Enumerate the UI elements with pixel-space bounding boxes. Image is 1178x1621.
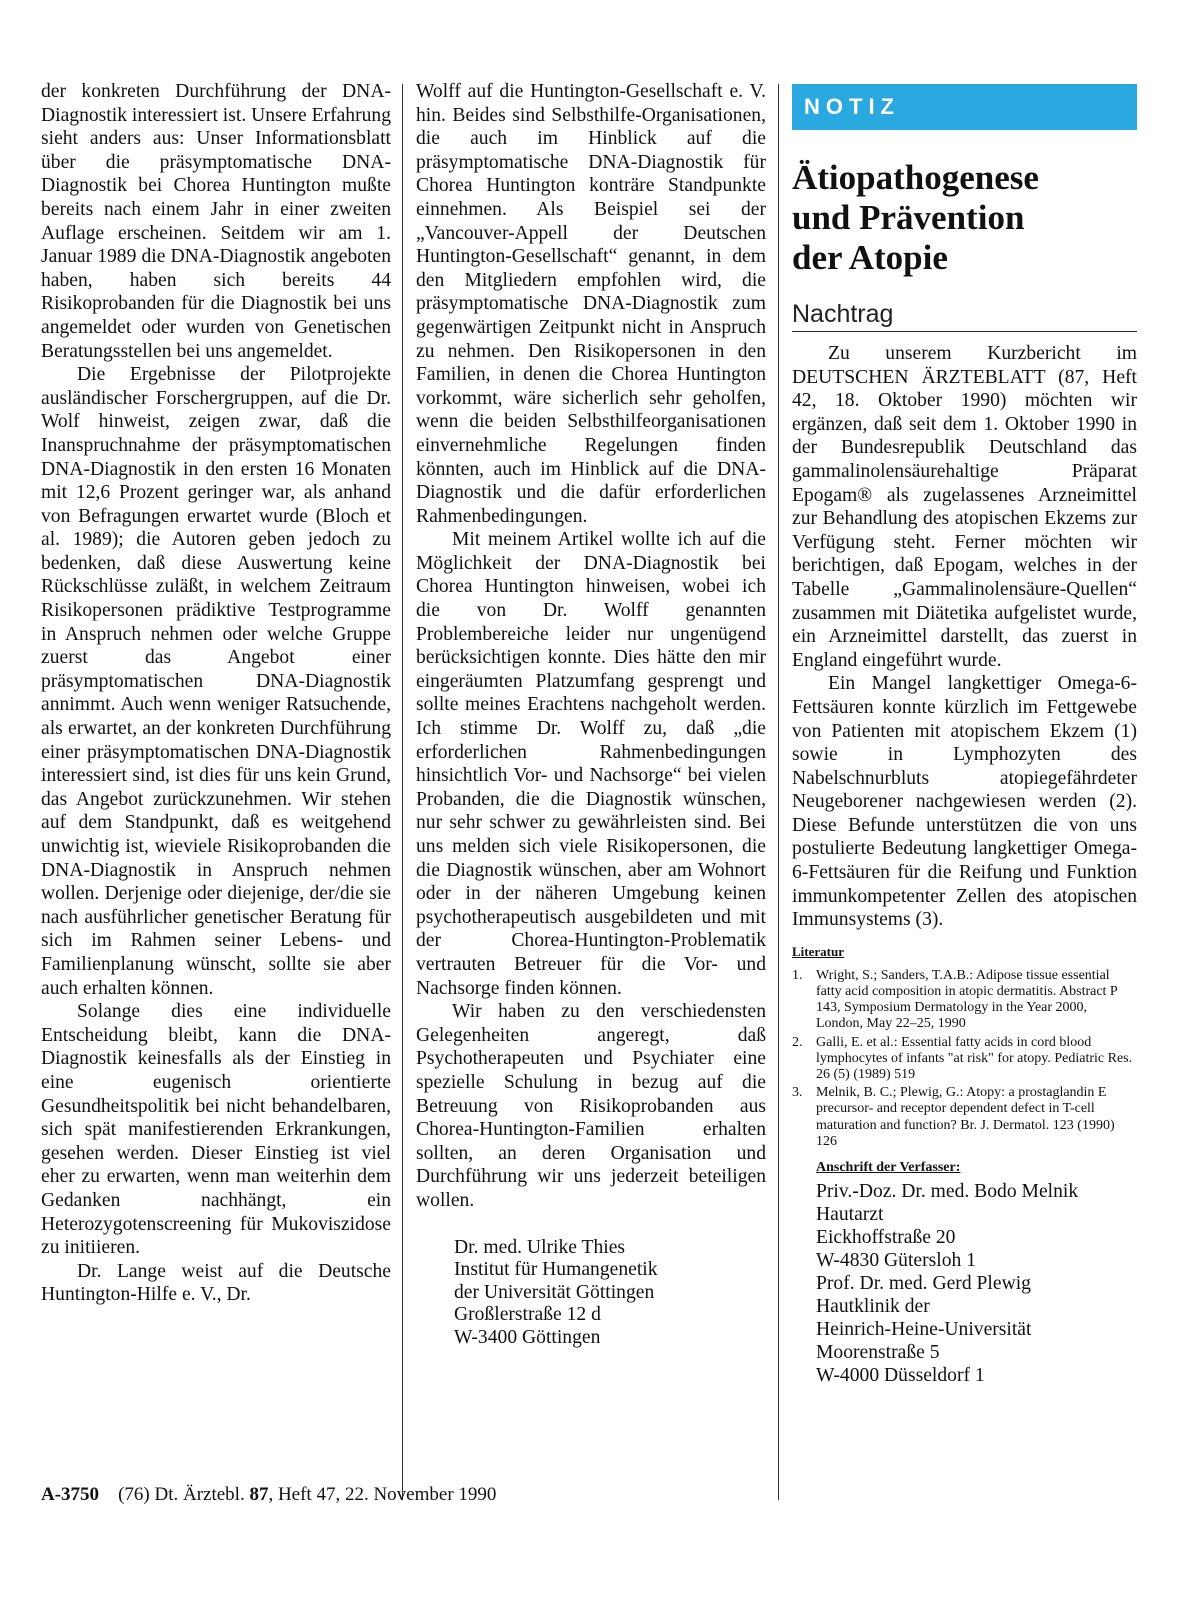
reference-text: Wright, S.; Sanders, T.A.B.: Adipose tissue essential fatty acid composition in atopic dermatitis. Abstract P 143, Symposium Dermatology in the Year 2000, London, May 22–25, 1990	[816, 967, 1118, 1032]
address-line: Moorenstraße 5	[816, 1342, 940, 1364]
address-line: Heinrich-Heine-Universität	[816, 1319, 1032, 1341]
notiz-body	[792, 342, 1137, 932]
address-line: Hautarzt	[816, 1204, 884, 1226]
article-column-1	[41, 80, 391, 1307]
article-column-2	[416, 80, 766, 1349]
reference-list	[792, 968, 1137, 1150]
column-divider-right	[778, 84, 779, 1500]
paragraph: Die Ergebnisse der Pilotprojekte ausländischer Forschergruppen, auf die Dr. Wolf hinweist, zeigen zwar, daß die Inanspruchnahme der präsymptomatischen DNA-Diagnostik in den ersten 16 Monaten mit 12,6 Prozent geringer war, als anhand von Befragungen erwartet wurde (Bloch et al. 1989); die Autoren geben jedoch zu bedenken, daß diese Auswertung keine Rückschlüsse zuläßt, in welchem Zeitraum Risikopersonen prädiktive Testprogramme in Anspruch nehmen oder welche Gruppe zuerst das Angebot einer präsymptomatischen DNA-Diagnostik annimmt. Auch wenn weniger Ratsuchende, als erwartet, an der konkreten Durchführung einer präsymptomatischen DNA-Diagnostik interessiert sind, ist dies für uns kein Grund, das Angebot zurückzunehmen. Wir stehen auf dem Standpunkt, daß es weitgehend unwichtig ist, wieviele Risikoprobanden die DNA-Diagnostik in Anspruch nehmen wollen. Derjenige oder diejenige, der/die sie nach ausführlicher genetischer Beratung für sich im Rahmen seiner Lebens- und Familienplanung wünscht, sollte sie aber auch erhalten können.	[41, 364, 391, 999]
title-line: der Atopie	[792, 238, 948, 277]
paragraph: Wolff auf die Huntington-Gesellschaft e. V. hin. Beides sind Selbsthilfe-Organisationen, die auch im Hinblick auf die präsymptomatische DNA-Diagnostik für Chorea Huntington konträre Standpunkte einnehmen. Als Beispiel sei der „Vancouver-Appell der Deutschen Huntington-Gesellschaft“ genannt, in dem den Mitgliedern empfohlen wird, die präsymptomatische DNA-Diagnostik zum gegenwärtigen Zeitpunkt nicht in Anspruch zu nehmen. Den Risikopersonen in den Familien, in denen die Chorea Huntington vorkommt, wäre sicherlich sehr geholfen, wenn die beiden Selbsthilfeorganisationen einvernehmliche Regelungen finden könnten, auch im Hinblick auf die DNA-Diagnostik und die dafür erforderlichen Rahmenbedingungen.	[416, 81, 766, 527]
page-code: A-3750	[41, 1484, 100, 1505]
signature-line: Institut für Humangenetik	[454, 1259, 658, 1281]
address-line: Eickhoffstraße 20	[816, 1227, 956, 1249]
citation-suffix: , Heft 47, 22. November 1990	[268, 1484, 497, 1505]
subheading: Nachtrag	[792, 300, 1137, 332]
citation-prefix: (76) Dt. Ärztebl.	[118, 1484, 250, 1505]
signature-line: Großlerstraße 12 d	[454, 1304, 601, 1326]
address-line: Priv.-Doz. Dr. med. Bodo Melnik	[816, 1181, 1079, 1203]
signature-line: der Universität Göttingen	[454, 1281, 655, 1303]
signature-line: Dr. med. Ulrike Thies	[454, 1236, 626, 1258]
reference-item	[792, 1085, 1137, 1150]
volume-number: 87	[249, 1484, 269, 1505]
address-line: W-4000 Düsseldorf 1	[816, 1365, 985, 1387]
reference-number: 1.	[792, 967, 803, 983]
page-footer	[41, 1484, 496, 1506]
signature-line: W-3400 Göttingen	[454, 1326, 601, 1348]
paragraph: Ein Mangel langkettiger Omega-6-Fettsäuren konnte kürzlich im Fettgewebe von Patienten mit atopischem Ekzem (1) sowie in Lymphozyten des Nabelschnurbluts atopiegefährdeter Neugeborener nachgewiesen werden (2). Diese Befunde unterstützen die von uns postulierte Bedeutung langkettiger Omega-6-Fettsäuren für die Reifung und Funktion immunkompetenter Zellen des atopischen Immunsystems (3).	[792, 673, 1137, 931]
reference-number: 2.	[792, 1034, 803, 1050]
paragraph: Wir haben zu den verschiedensten Gelegenheiten angeregt, daß Psychotherapeuten und Psychiater eine spezielle Schulung in bezug auf die Betreuung von Risikoprobanden aus Chorea-Huntington-Familien erhalten sollten, an deren Organisation und Durchführung wir uns jederzeit beteiligen wollen.	[416, 1001, 766, 1211]
reference-text: Melnik, B. C.; Plewig, G.: Atopy: a prostaglandin E precursor- and receptor dependent defect in T-cell maturation and function? Br. J. Dermatol. 123 (1990) 126	[816, 1085, 1115, 1149]
paragraph: Zu unserem Kurzbericht im DEUTSCHEN ÄRZTEBLATT (87, Heft 42, 18. Oktober 1990) möchten wir ergänzen, daß seit dem 1. Oktober 1990 in der Bundesrepublik Deutschland das gammalinolensäurehaltige Präparat Epogam® als zugelassenes Arzneimittel zur Behandlung des atopischen Ekzems zur Verfügung steht. Ferner möchten wir berichtigen, daß Epogam, welches in der Tabelle „Gammalinolensäure-Quellen“ zusammen mit Diätetika aufgelistet wurde, ein Arzneimittel darstellt, das zuerst in England eingeführt wurde.	[792, 343, 1137, 671]
address-line: Prof. Dr. med. Gerd Plewig	[816, 1273, 1031, 1295]
reference-item	[792, 968, 1137, 1033]
paragraph: Mit meinem Artikel wollte ich auf die Möglichkeit der DNA-Diagnostik bei Chorea Huntington hinweisen, wobei ich die von Dr. Wolff genannten Problembereiche leider nur ungenügend berücksichtigen konnte. Dies hätte den mir eingeräumten Platzumfang gesprengt und sollte meines Erachtens nachgeholt werden. Ich stimme Dr. Wolff zu, daß „die erforderlichen Rahmenbedingungen hinsichtlich Vor- und Nachsorge“ bei vielen Probanden, die die Diagnostik wünschen, nur sehr schwer zu gewährleisten sind. Bei uns melden sich viele Risikopersonen, die die Diagnostik wünschen, aber am Wohnort oder in der näheren Umgebung keinen psychotherapeutisch ausgebildeten und mit der Chorea-Huntington-Problematik vertrauten Betreuer für die Vor- und Nachsorge finden können.	[416, 529, 766, 999]
author-signature	[416, 1237, 766, 1350]
paragraph: der konkreten Durchführung der DNA-Diagnostik interessiert ist. Unsere Erfahrung sieht anders aus: Unser Informationsblatt über die präsymptomatische DNA-Diagnostik bei Chorea Huntington mußte bereits nach einem Jahr in einer zweiten Auflage erscheinen. Seitdem wir am 1. Januar 1989 die DNA-Diagnostik angeboten haben, haben sich bereits 44 Risikoprobanden für die Diagnostik bei uns angemeldet oder wurden von Genetischen Beratungsstellen bei uns angemeldet.	[41, 81, 391, 362]
literature-heading: Literatur	[792, 943, 844, 959]
title-line: Ätiopathogenese	[792, 158, 1039, 197]
column-divider-left	[402, 84, 403, 1500]
reference-number: 3.	[792, 1085, 803, 1101]
address-heading: Anschrift der Verfasser:	[816, 1160, 961, 1176]
notiz-badge	[792, 84, 1137, 130]
reference-item	[792, 1035, 1137, 1084]
paragraph: Solange dies eine individuelle Entscheidung bleibt, kann die DNA-Diagnostik keinesfalls als der Einstieg in eine eugenisch orientierte Gesundheitspolitik bei nicht behandelbaren, sich spät manifestierenden Erkrankungen, gesehen werden. Dieser Einstieg ist viel eher zu erwarten, wenn man weiterhin dem Gedanken nachhängt, ein Heterozygotenscreening für Mukoviszidose zu initiieren.	[41, 1001, 391, 1259]
badge-label: NOTIZ	[804, 94, 900, 119]
paragraph: Dr. Lange weist auf die Deutsche Huntington-Hilfe e. V., Dr.	[41, 1260, 391, 1306]
reference-text: Galli, E. et al.: Essential fatty acids in cord blood lymphocytes of infants "at risk" for atopy. Pediatric Res. 26 (5) (1989) 519	[816, 1034, 1133, 1083]
address-line: Hautklinik der	[816, 1296, 930, 1318]
title-line: und Prävention	[792, 198, 1025, 237]
notiz-column	[792, 84, 1137, 1387]
author-address	[816, 1180, 1137, 1387]
article-title	[792, 158, 1137, 278]
address-line: W-4830 Gütersloh 1	[816, 1250, 976, 1272]
